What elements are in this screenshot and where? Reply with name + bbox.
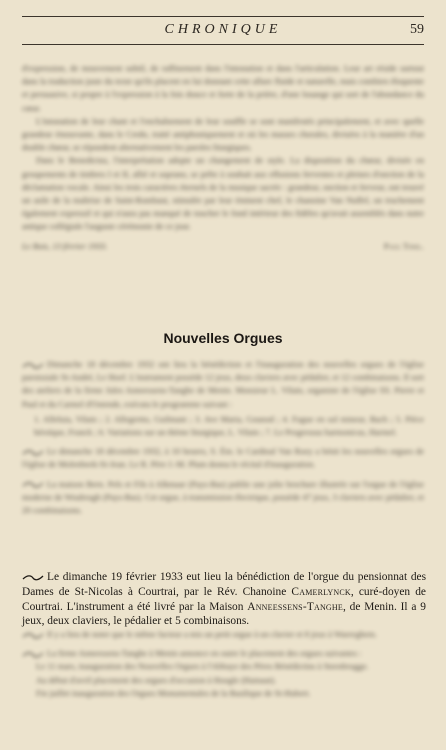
page-number: 59 <box>410 22 424 37</box>
firm-name: Anneessens-Tanghe <box>247 600 343 613</box>
notice-text-end: , de Menin. Il a 9 jeux, deux claviers, le pédalier et 5 combinaisons. <box>22 600 426 628</box>
swash-ornament-icon <box>22 362 44 369</box>
intro-paragraph: d'expression, de mouvement subtil, de raffinement dans l'intonation et dans l'articulation. Leur art réside surtout dans la traduction juste du texte qu'ils placent en lui donnant cette allure fluide et naturelle, mais combien éloquente et persuasive, si propre à l'expression à la fois douce et forte de la prière, d'une louange qui sort de l'abondance du cœur. <box>22 63 424 113</box>
blurred-after <box>22 628 424 746</box>
intro-paragraph: L'intonation de leur chant et l'enchaînement de leur souffle se sont manifestés principalement, et avec quelle grandeur émouvante, dans le Credo, traité antiphoniquement et où les masses chorales, divisées à la manière d'un double chœur, se répondent alternativement les paroles liturgiques. <box>22 115 424 153</box>
highlighted-notice <box>22 570 426 629</box>
notice-text: La maison Bern. Pels et Fils à Alkmaar (Pays-Bas) publie une jolie brochure illustrée sur l'orgue de l'église moderne de Woubrugh (Pays-Bas). Cet orgue, à transmission électrique, possède 47 jeux, 3 claviers avec pédalier, et 20 combinaisons. <box>22 478 424 516</box>
swash-ornament-icon <box>22 632 44 639</box>
program-list <box>22 413 424 439</box>
swash-ornament-icon <box>22 481 44 488</box>
notice-text-start: Le dimanche 19 février 1933 eut lieu la bénédiction de l'orgue du pensionnat des Dames de St-Nicolas à Courtrai, par le Rév. Chanoine <box>22 571 426 598</box>
after-text: Il y a lieu de noter que le même facteur a mis un petit orgue à un clavier et 8 jeux à Waereghem. <box>47 629 377 639</box>
signature-author: Paul Tinel. <box>383 240 424 251</box>
program-item: 1. Alleluia, Vilain ; 2. Allegretto, Guilmant ; 3. Ave Maria, Gounod ; 4. Fugue en sol mineur, Bach ; 5. Pièce héroïque, Franck ; 6. Variations sur un thème liturgique, L. Vilain ; 7. Le Progressus harmonicus, Harmel. <box>34 413 424 438</box>
running-head: CHRONIQUE <box>164 22 282 37</box>
person-name: Camerlynck <box>291 585 351 598</box>
swash-ornament-icon <box>22 449 44 456</box>
notice-text: Le dimanche 18 décembre 1932, à 10 heures, S. Ém. le Cardinal Van Roey a bénit les nouvelles orgues de l'église de Molenbeek-St-Jean. Le R. Père J.-M. Plum donna le récital d'inauguration. <box>22 446 424 470</box>
after-text: La firme Anneessens-Tanghe à Menin annonce en outre le placement des orgues suivantes : <box>47 648 362 659</box>
signature-line <box>22 240 424 253</box>
blurred-notices <box>22 358 424 563</box>
after-paragraph <box>22 628 424 641</box>
blurred-intro-text <box>22 62 424 312</box>
swash-ornament-icon <box>22 651 44 658</box>
header-rule-bottom <box>22 44 424 45</box>
after-paragraph: Fin juillet inauguration des Orgues Monumentales de la Basilique de St-Hubert. <box>36 687 311 698</box>
after-paragraph <box>22 647 424 660</box>
notice-paragraph <box>22 358 424 411</box>
notice-text-middle: , curé-doyen de Courtrai. L'instrument a été livré par la Maison <box>22 585 426 613</box>
after-paragraph: Le 11 mars, inauguration des Nouvelles Orgues à l'Abbaye des Pères Bénédictins à Steenbrugge. <box>36 661 369 672</box>
swash-ornament-icon <box>22 574 44 581</box>
notice-paragraph <box>22 445 424 471</box>
header-rule-top <box>22 16 424 17</box>
notice-text: Dimanche 18 décembre 1932 ont lieu la bénédiction et l'inauguration des nouvelles orgues de l'église paroissiale St-André, Le Hoef. L'instrument possède 12 jeux, deux claviers avec pédalier, et 12 combinaisons. Il sort des ateliers de la firme Jules Anneessens-Tanghe de Menin. Monsieur L. Vilain, organiste de l'église SS. Pierre et Paul et du Carmel d'Ostende, exécuta le programme suivant : <box>22 359 424 409</box>
after-paragraph: Au début d'avril placement des orgues d'occasion à Hoogle (Hainaut). <box>36 674 277 685</box>
section-title: Nouvelles Orgues <box>163 330 283 346</box>
intro-paragraph: Dans le Benedictus, l'interprétation adopte un changement de style. La disposition du chœur, divisée en groupements de timbres I et II, allié et soprano, se prête à souhait aux effusions ferventes et pleines d'onction de la déclamation vocale. Ainsi les trois caractères éternels de la musique sacrée : grandeur, onction et ferveur, ont trouvé un asile de la maîtrise de Saint-Rombaut, stimulée par leur éminent chef, le chanoine Van Nuffel, un truchement également expressif et qui n'aura pas manqué de toucher le fond intérieur des fidèles qu'avait assemblés dans notre antique collégiale l'auguste cérémonie de ce jour. <box>22 155 424 232</box>
notice-paragraph <box>22 478 424 518</box>
signature-place-date: Le Bois, 13 février 1933. <box>22 240 108 251</box>
